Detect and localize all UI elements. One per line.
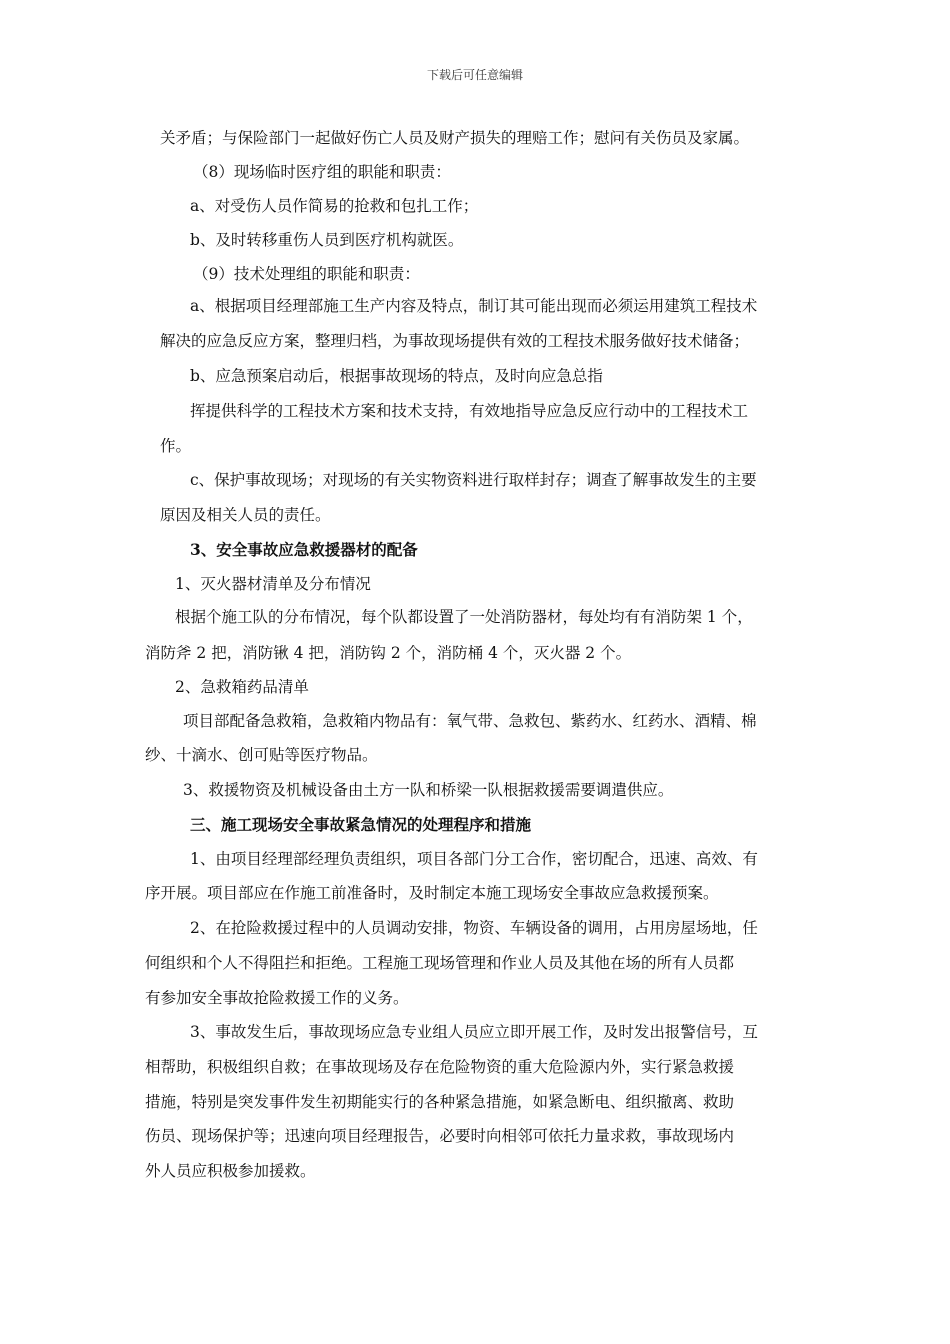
paragraph-line: 3、事故发生后，事故现场应急专业组人员应立即开展工作，及时发出报警信号，互 <box>190 1023 758 1041</box>
paragraph-line: 1、由项目经理部经理负责组织，项目各部门分工合作，密切配合，迅速、高效、有 <box>190 850 758 868</box>
paragraph-line: 消防斧 2 把，消防锹 4 把，消防钩 2 个，消防桶 4 个，灭火器 2 个。 <box>145 644 632 662</box>
paragraph-line: c、保护事故现场；对现场的有关实物资料进行取样封存；调查了解事故发生的主要 <box>190 471 757 489</box>
paragraph-line: 根据个施工队的分布情况，每个队都设置了一处消防器材，每处均有有消防架 1 个， <box>175 608 753 626</box>
paragraph-line: b、应急预案启动后，根据事故现场的特点，及时向应急总指 <box>190 367 603 385</box>
paragraph-line: 原因及相关人员的责任。 <box>160 506 331 524</box>
section-heading: （9）技术处理组的职能和职责： <box>193 265 420 283</box>
paragraph-line: b、及时转移重伤人员到医疗机构就医。 <box>190 231 464 249</box>
paragraph-line: 挥提供科学的工程技术方案和技术支持，有效地指导应急反应行动中的工程技术工 <box>190 402 749 420</box>
section-heading: 3、安全事故应急救援器材的配备 <box>190 540 418 559</box>
paragraph-line: 2、在抢险救援过程中的人员调动安排，物资、车辆设备的调用，占用房屋场地，任 <box>190 919 758 937</box>
paragraph-line: 解决的应急反应方案，整理归档，为事故现场提供有效的工程技术服务做好技术储备； <box>160 332 750 350</box>
paragraph-line: 伤员、现场保护等；迅速向项目经理报告，必要时向相邻可依托力量求救，事故现场内 <box>145 1127 735 1145</box>
paragraph-line: 项目部配备急救箱，急救箱内物品有：氧气带、急救包、紫药水、红药水、酒精、棉 <box>183 712 757 730</box>
paragraph-line: 3、救援物资及机械设备由土方一队和桥梁一队根据救援需要调遣供应。 <box>183 781 674 799</box>
paragraph-line: 措施，特别是突发事件发生初期能实行的各种紧急措施，如紧急断电、组织撤离、救助 <box>145 1093 735 1111</box>
paragraph-line: 有参加安全事故抢险救援工作的义务。 <box>145 989 409 1007</box>
paragraph-line: 纱、十滴水、创可贴等医疗物品。 <box>145 746 378 764</box>
section-heading: （8）现场临时医疗组的职能和职责： <box>193 163 451 181</box>
paragraph-line: a、根据项目经理部施工生产内容及特点，制订其可能出现而必须运用建筑工程技术 <box>190 297 758 315</box>
subsection-heading: 1、灭火器材清单及分布情况 <box>175 575 371 593</box>
paragraph-line: 何组织和个人不得阻拦和拒绝。工程施工现场管理和作业人员及其他在场的所有人员都 <box>145 954 735 972</box>
paragraph-line: 作。 <box>160 437 192 455</box>
paragraph-line: 外人员应积极参加援救。 <box>145 1162 316 1180</box>
paragraph-line: 序开展。项目部应在作施工前准备时，及时制定本施工现场安全事故应急救援预案。 <box>145 884 719 902</box>
paragraph-line: 关矛盾；与保险部门一起做好伤亡人员及财产损失的理赔工作；慰问有关伤员及家属。 <box>160 129 750 147</box>
subsection-heading: 2、急救箱药品清单 <box>175 678 309 696</box>
paragraph-line: a、对受伤人员作简易的抢救和包扎工作； <box>190 197 479 215</box>
section-heading: 三、施工现场安全事故紧急情况的处理程序和措施 <box>190 815 532 834</box>
paragraph-line: 相帮助，积极组织自救；在事故现场及存在危险物资的重大危险源内外，实行紧急救援 <box>145 1058 735 1076</box>
page-header: 下载后可任意编辑 <box>426 68 523 82</box>
